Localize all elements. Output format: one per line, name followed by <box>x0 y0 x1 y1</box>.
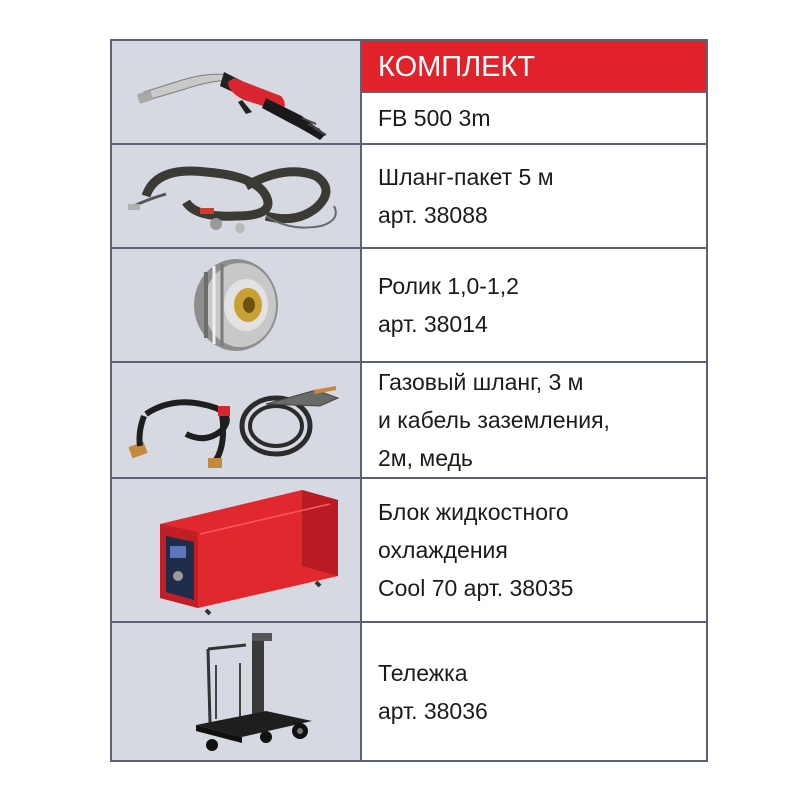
kit-item-line: Шланг-пакет 5 м <box>378 164 554 190</box>
feed-roller-image <box>112 249 362 361</box>
table-row <box>112 145 706 249</box>
kit-item-line: Cool 70 арт. 38035 <box>378 575 574 601</box>
table-row <box>112 41 706 145</box>
kit-item-line: Ролик 1,0-1,2 <box>378 273 519 299</box>
kit-item-line: FB 500 3m <box>378 105 491 131</box>
kit-item-line: Тележка <box>378 659 468 686</box>
trolley-image <box>112 623 362 760</box>
kit-item-cell <box>362 479 706 621</box>
kit-item-cell <box>362 249 706 361</box>
kit-item-line: 2м, медь <box>378 445 473 471</box>
kit-item-line: Блок жидкостного <box>378 499 569 525</box>
kit-item-line: арт. 38036 <box>378 697 488 724</box>
table-row <box>112 249 706 363</box>
kit-item-line: и кабель заземления, <box>378 407 610 433</box>
kit-item-line: арт. 38088 <box>378 202 488 228</box>
kit-item-line: арт. 38014 <box>378 311 488 337</box>
kit-header: КОМПЛЕКТ <box>362 41 706 93</box>
table-row <box>112 623 706 760</box>
gas-hose-and-ground-cable-image <box>112 363 362 477</box>
hose-package-image <box>112 145 362 247</box>
kit-table <box>110 39 708 762</box>
kit-item-cell <box>362 363 706 477</box>
kit-item-cell <box>362 623 706 760</box>
cooling-unit-image <box>112 479 362 621</box>
kit-item-cell <box>362 41 706 143</box>
kit-item-line: охлаждения <box>378 537 508 563</box>
kit-item-cell <box>362 145 706 247</box>
welding-torch-image <box>112 41 362 143</box>
table-row <box>112 479 706 623</box>
kit-item-line: Газовый шланг, 3 м <box>378 369 584 395</box>
table-row <box>112 363 706 479</box>
